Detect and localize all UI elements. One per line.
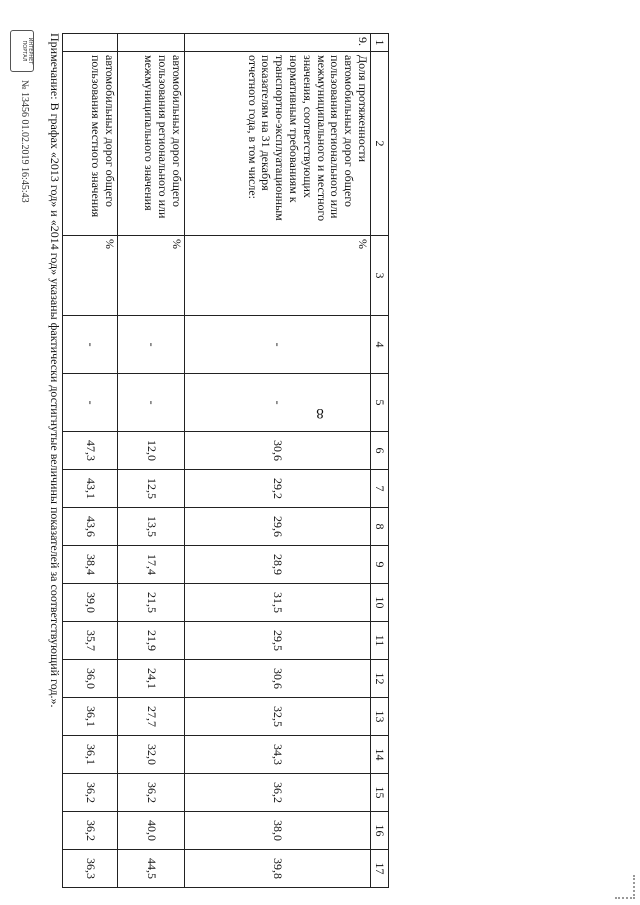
value-cell: 24,1 <box>118 660 185 698</box>
table-row <box>118 34 185 888</box>
value-cell: 36,1 <box>63 736 118 774</box>
value-cell: 32,0 <box>118 736 185 774</box>
value-cell: 30,6 <box>185 660 371 698</box>
table-row <box>185 34 371 888</box>
row-number: 9. <box>185 34 371 52</box>
portal-stamp-logo <box>10 30 34 72</box>
unit-cell: % <box>118 236 185 316</box>
col-header: 10 <box>371 584 389 622</box>
value-cell: 43,1 <box>63 470 118 508</box>
document-reference: № 13456 01.02.2019 16:45:43 <box>19 80 30 203</box>
value-cell: - <box>63 316 118 374</box>
value-cell: 36,2 <box>118 774 185 812</box>
page-number: 8 <box>316 405 324 421</box>
value-cell: 36,2 <box>185 774 371 812</box>
value-cell: 40,0 <box>118 812 185 850</box>
stamp-text: ИНТЕРНЕТ ПОРТАЛ <box>21 37 33 65</box>
col-header: 14 <box>371 736 389 774</box>
value-cell: 13,5 <box>118 508 185 546</box>
value-cell: 39,0 <box>63 584 118 622</box>
value-cell: 38,4 <box>63 546 118 584</box>
value-cell: 21,9 <box>118 622 185 660</box>
value-cell: 17,4 <box>118 546 185 584</box>
col-header: 7 <box>371 470 389 508</box>
col-header: 5 <box>371 374 389 432</box>
value-cell: 29,6 <box>185 508 371 546</box>
indicator-name: автомобильных дорог общего пользования регионального или межмуниципального значения <box>118 52 185 236</box>
value-cell: - <box>118 316 185 374</box>
col-header: 12 <box>371 660 389 698</box>
value-cell: - <box>185 316 371 374</box>
col-header: 13 <box>371 698 389 736</box>
col-header: 11 <box>371 622 389 660</box>
value-cell: 28,9 <box>185 546 371 584</box>
value-cell: 31,5 <box>185 584 371 622</box>
value-cell: 35,7 <box>63 622 118 660</box>
col-header: 8 <box>371 508 389 546</box>
indicator-name: автомобильных дорог общего пользования местного значения <box>63 52 118 236</box>
col-header: 3 <box>371 236 389 316</box>
value-cell: 30,6 <box>185 432 371 470</box>
value-cell: 43,6 <box>63 508 118 546</box>
value-cell: 39,8 <box>185 850 371 888</box>
value-cell: 44,5 <box>118 850 185 888</box>
value-cell: 27,7 <box>118 698 185 736</box>
value-cell: 36,3 <box>63 850 118 888</box>
value-cell: 29,2 <box>185 470 371 508</box>
value-cell: 36,2 <box>63 812 118 850</box>
value-cell: - <box>185 374 371 432</box>
value-cell: 38,0 <box>185 812 371 850</box>
value-cell: 12,0 <box>118 432 185 470</box>
col-header: 17 <box>371 850 389 888</box>
table-note: Примечание: В графах «2013 год» и «2014 год» указаны фактически достигнутые величины показателей за соответствующий год.». <box>48 33 62 708</box>
value-cell: 21,5 <box>118 584 185 622</box>
row-number <box>118 34 185 52</box>
scan-mark <box>615 875 635 899</box>
value-cell: 36,2 <box>63 774 118 812</box>
value-cell: 36,0 <box>63 660 118 698</box>
value-cell: 32,5 <box>185 698 371 736</box>
value-cell: 47,3 <box>63 432 118 470</box>
value-cell: - <box>63 374 118 432</box>
col-header: 9 <box>371 546 389 584</box>
unit-cell: % <box>185 236 371 316</box>
unit-cell: % <box>63 236 118 316</box>
indicator-name: Доля протяженности автомобильных дорог общего пользования регионального или межмуниципального и местного значения, соответствующих нормативным требованиям к транспортно-эксплуатационным показателям на 31 декабря отчетного года, в том числе: <box>185 52 371 236</box>
value-cell: 34,3 <box>185 736 371 774</box>
value-cell: 12,5 <box>118 470 185 508</box>
value-cell: 36,1 <box>63 698 118 736</box>
value-cell: 29,5 <box>185 622 371 660</box>
data-table <box>62 33 389 888</box>
col-header: 16 <box>371 812 389 850</box>
col-header: 1 <box>371 34 389 52</box>
value-cell: - <box>118 374 185 432</box>
col-header: 15 <box>371 774 389 812</box>
col-header: 6 <box>371 432 389 470</box>
row-number <box>63 34 118 52</box>
table-row <box>63 34 118 888</box>
col-header: 2 <box>371 52 389 236</box>
header-row <box>371 34 389 888</box>
col-header: 4 <box>371 316 389 374</box>
